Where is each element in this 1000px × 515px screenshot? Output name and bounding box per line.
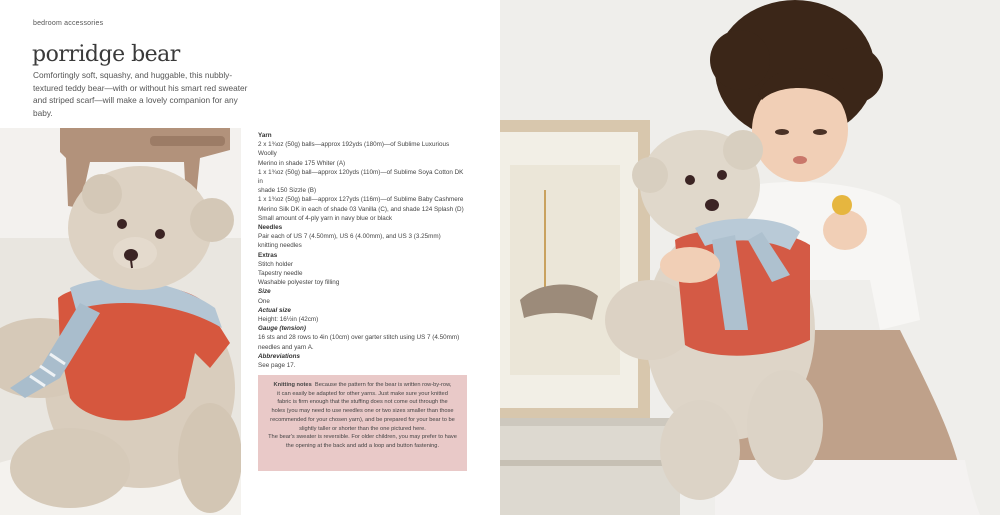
spec-line: 1 x 1¾oz (50g) ball—approx 127yds (116m)—of Sublime Baby Cashmere (258, 196, 464, 204)
knitting-notes-text (265, 381, 460, 451)
spec-line: One (258, 297, 270, 305)
spec-line: Merino Silk DK in each of shade 03 Vanilla (C), and shade 124 Splash (D) (258, 205, 464, 213)
spec-yarn (258, 131, 468, 223)
spec-actual-size (258, 306, 468, 324)
spec-line: Pair each of US 7 (4.50mm), US 6 (4.00mm), and US 3 (3.25mm) (258, 233, 441, 241)
spec-line: 16 sts and 28 rows to 4in (10cm) over garter stitch using US 7 (4.50mm) (258, 334, 460, 342)
spec-gauge (258, 324, 468, 352)
notes-line: fabric is firm enough that the stuffing does not come out through the (277, 399, 448, 406)
spec-line: See page 17. (258, 362, 296, 370)
notes-line: the opening at the back and add a loop and button fastening. (285, 442, 440, 449)
spec-heading: Size (258, 288, 271, 296)
section-label: bedroom accessories (33, 20, 104, 27)
spec-abbreviations (258, 352, 468, 370)
spec-line: Merino in shade 175 Whiter (A) (258, 159, 346, 167)
notes-line: The bear's sweater is reversible. For older children, you may prefer to have (268, 434, 457, 441)
spec-heading: Needles (258, 224, 283, 232)
spec-line: Height: 16½in (42cm) (258, 316, 319, 324)
intro-paragraph: Comfortingly soft, squashy, and huggable, this nubbly-textured teddy bear—with or without his smart red sweater and striped scarf—will make a lovely companion for any baby. (33, 70, 248, 118)
spec-line: Tapestry needle (258, 270, 303, 278)
spec-heading: Actual size (258, 306, 291, 314)
spec-line: 1 x 1¾oz (50g) ball—approx 120yds (110m)—of Sublime Soya Cotton DK in (258, 168, 464, 186)
specifications (258, 131, 468, 370)
notes-line: holes (you may need to use needles one or two sizes smaller than those (271, 408, 454, 415)
spec-needles (258, 223, 468, 251)
spec-heading: Abbreviations (258, 352, 300, 360)
spec-line: Stitch holder (258, 260, 294, 268)
notes-line: recommended for your chosen yarn), and be prepared for your bear to be (270, 416, 455, 423)
notes-line: Because the pattern for the bear is written row-by-row, (314, 382, 452, 388)
spec-line: Washable polyester toy filling (258, 279, 340, 287)
spec-line: needles and yarn A. (258, 343, 314, 351)
bear-illustration (0, 128, 241, 515)
spec-extras (258, 251, 468, 288)
spec-line: knitting needles (258, 242, 302, 250)
spec-heading: Extras (258, 251, 278, 259)
bear-photo (0, 128, 241, 515)
page-title: porridge bear (32, 42, 180, 67)
notes-line: slightly taller or shorter than the one pictured here. (299, 425, 426, 432)
right-page (500, 0, 1000, 515)
spec-size (258, 287, 468, 305)
child-with-bear-photo (500, 0, 1000, 515)
knitting-notes-label: Knitting notes (273, 382, 312, 388)
spec-heading: Gauge (tension) (258, 325, 306, 333)
spec-line: shade 150 Sizzle (B) (258, 187, 317, 195)
spec-heading: Yarn (258, 132, 272, 139)
spec-line: 2 x 1¾oz (50g) balls—approx 192yds (180m)—of Sublime Luxurious Woolly (258, 141, 450, 158)
spec-line: Small amount of 4-ply yarn in navy blue or black (258, 214, 393, 222)
knitting-notes-box (258, 375, 467, 471)
notes-line: it can easily be adapted for other yarns. Just make sure your knitted (277, 390, 448, 397)
